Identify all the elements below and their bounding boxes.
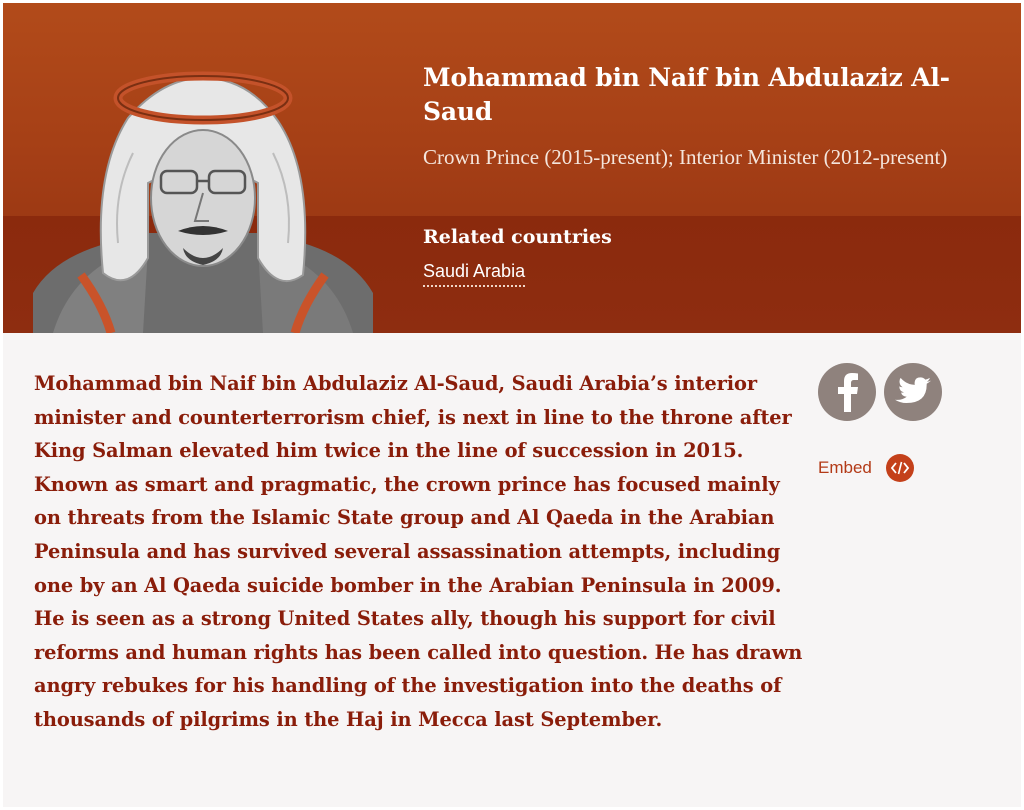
facebook-icon bbox=[834, 372, 860, 412]
profile-name: Mohammad bin Naif bin Abdulaziz Al-Saud bbox=[423, 63, 950, 126]
profile-card bbox=[3, 3, 1021, 807]
portrait-illustration bbox=[33, 43, 373, 333]
bio-text: Mohammad bin Naif bin Abdulaziz Al-Saud, Saudi Arabia’s interior minister and counterterrorism chief, is next in line to the throne after King Salman elevated him twice in the line of succession in 2015. Known as smart and pragmatic, the crown prince has focused mainly on threats from the Islamic State group and Al Qaeda in the Arabian Peninsula and has survived several assassination attempts, including one by an Al Qaeda suicide bomber in the Arabian Peninsula in 2009. He is seen as a strong United States ally, though his support for civil reforms and human rights has been called into question. He has drawn angry rebukes for his handling of the investigation into the deaths of thousands of pilgrims in the Haj in Mecca last September. bbox=[34, 372, 803, 731]
related-countries-label: Related countries bbox=[423, 226, 612, 248]
country-link-saudi-arabia[interactable]: Saudi Arabia bbox=[423, 261, 525, 287]
facebook-share-button[interactable] bbox=[818, 363, 876, 421]
profile-role: Crown Prince (2015-present); Interior Minister (2012-present) bbox=[423, 145, 948, 169]
profile-header bbox=[3, 3, 1021, 333]
embed-label: Embed bbox=[818, 458, 872, 477]
profile-info bbox=[423, 61, 1003, 172]
code-icon bbox=[886, 454, 914, 482]
twitter-icon bbox=[895, 377, 931, 407]
embed-button[interactable] bbox=[818, 454, 914, 482]
twitter-share-button[interactable] bbox=[884, 363, 942, 421]
